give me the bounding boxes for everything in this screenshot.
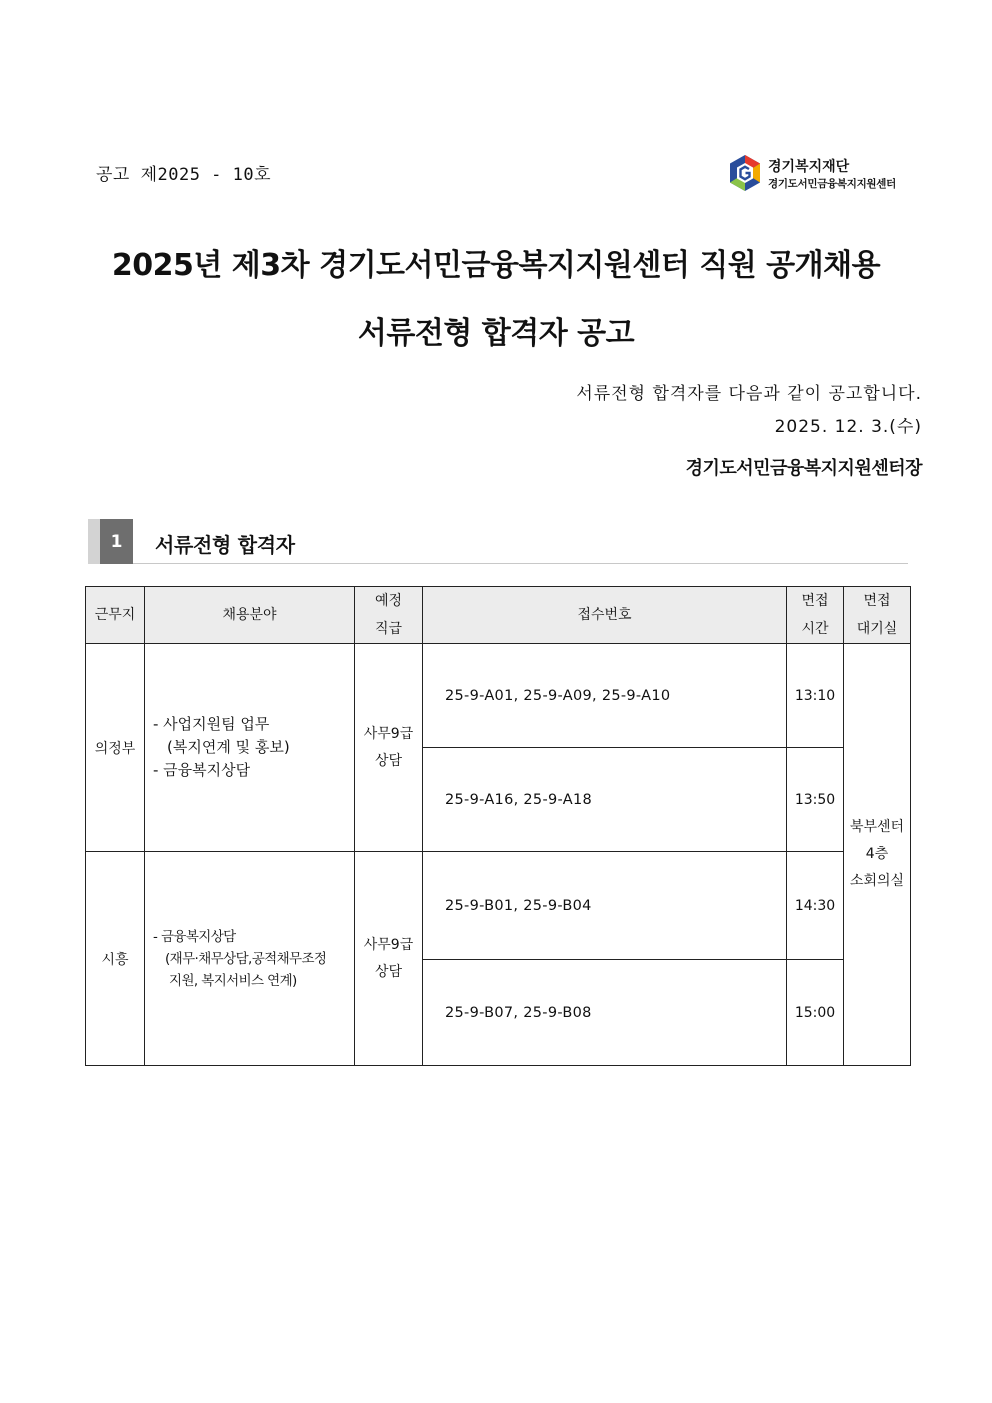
header-time (787, 587, 844, 644)
time-cell: 13:10 (787, 644, 844, 748)
table-row (86, 644, 911, 748)
intro-text: 서류전형 합격자를 다음과 같이 공고합니다. (576, 384, 922, 404)
grade-line1: 사무9급 (363, 725, 414, 742)
header-grade-line2: 직급 (374, 621, 403, 637)
header-time-line1: 면접 (801, 593, 829, 609)
logo-line1: 경기복지재단 (768, 159, 850, 175)
logo-line2: 경기도서민금융복지지원센터 (768, 178, 896, 190)
field-line: - 금융복지상담 (153, 928, 236, 945)
time-cell: 14:30 (787, 852, 844, 960)
grade-cell (355, 852, 423, 1066)
time-cell: 13:50 (787, 748, 844, 852)
field-line: - 사업지원팀 업무 (153, 715, 270, 733)
logo-hexagon-icon (728, 154, 762, 192)
notice-date: 2025. 12. 3.(수) (774, 417, 922, 437)
field-line: (재무·채무상담,공적채무조정 (165, 950, 327, 967)
grade-line2: 상담 (374, 752, 403, 769)
header-grade-line1: 예정 (374, 593, 403, 609)
table-row (86, 852, 911, 960)
foundation-logo (728, 154, 908, 194)
receipt-cell: 25-9-B07, 25-9-B08 (423, 960, 787, 1066)
passers-table (85, 586, 911, 1066)
section-divider (133, 563, 908, 564)
header-room-line2: 대기실 (856, 621, 898, 637)
section-number-box (88, 519, 133, 564)
receipt-cell: 25-9-A01, 25-9-A09, 25-9-A10 (423, 644, 787, 748)
section-title: 서류전형 합격자 (155, 533, 295, 557)
signer: 경기도서민금융복지지원센터장 (685, 458, 922, 479)
header-field: 채용분야 (145, 587, 355, 644)
header-grade (355, 587, 423, 644)
section-number: 1 (100, 519, 133, 564)
field-line: - 금융복지상담 (153, 761, 251, 779)
workplace-cell: 시흥 (86, 852, 145, 1066)
header-room-line1: 면접 (863, 593, 891, 609)
notice-number: 공고 제2025 - 10호 (96, 165, 272, 185)
page-title: 2025년 제3차 경기도서민금융복지지원센터 직원 공개채용 (111, 248, 881, 283)
grade-line1: 사무9급 (363, 936, 414, 953)
page-subtitle: 서류전형 합격자 공고 (357, 316, 635, 351)
receipt-cell: 25-9-B01, 25-9-B04 (423, 852, 787, 960)
header-receipt: 접수번호 (423, 587, 787, 644)
room-line1: 북부센터 (849, 819, 905, 835)
workplace-cell: 의정부 (86, 644, 145, 852)
field-line: (복지연계 및 홍보) (167, 738, 290, 756)
section-header (88, 519, 908, 564)
header-workplace: 근무지 (86, 587, 145, 644)
field-cell (145, 852, 355, 1066)
time-cell: 15:00 (787, 960, 844, 1066)
room-cell (844, 644, 911, 1066)
header-time-line2: 시간 (801, 621, 829, 637)
room-line3: 소회의실 (849, 873, 905, 889)
grade-cell (355, 644, 423, 852)
field-line: 지원, 복지서비스 연계) (169, 972, 297, 989)
field-cell (145, 644, 355, 852)
header-room (844, 587, 911, 644)
table-header-row (86, 587, 911, 644)
room-line2: 4층 (865, 846, 889, 862)
receipt-cell: 25-9-A16, 25-9-A18 (423, 748, 787, 852)
grade-line2: 상담 (374, 963, 403, 980)
